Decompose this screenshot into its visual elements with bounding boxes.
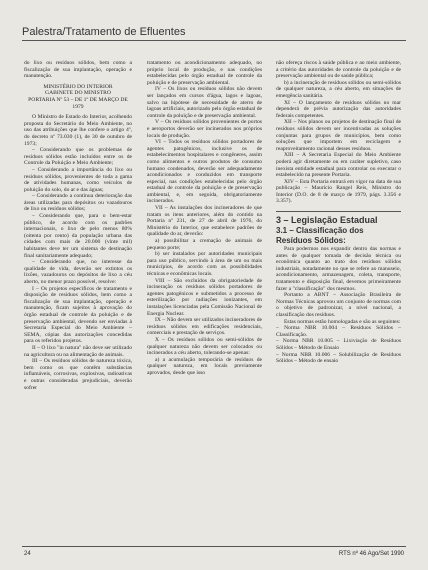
paragraph: XI – O lançamento de resíduos sólidos no mar dependerá de prévia autorização das autoridades federais competentes. bbox=[276, 99, 401, 119]
paragraph: a) a acumulação temporária de resíduos de qualquer natureza, em locais previamente aprovados, desde que isso bbox=[147, 356, 262, 376]
ordinance-heading: PORTARIA Nº 53 – DE 1º DE MARÇO DE 1979 bbox=[28, 96, 128, 110]
paragraph: não ofereça riscos à saúde pública e ao meio ambiente, a critério das autoridades de controle da poluição e de preservação ambiental ou de saúde pública; bbox=[276, 60, 401, 80]
paragraph: – Considerando que, no interesse da qualidade de vida, deverão ser extintos os lixões, vazadouros ou depósitos de lixo a céu aberto, no menor prazo possível, resolve: bbox=[24, 259, 132, 285]
cabinet-heading: GABINETE DO MINISTRO bbox=[45, 90, 111, 97]
footer-rule bbox=[22, 546, 406, 547]
column-3 bbox=[276, 60, 401, 365]
paragraph: III – Os resíduos sólidos de natureza tóxica, bem como os que contêm substâncias inflamáveis, corrosivas, explosivas, radioativas e outras consideradas prejudiciais, deverão sofrer bbox=[24, 358, 132, 391]
section-rule bbox=[276, 211, 401, 212]
journal-issue: RTS nº 46 Ago/Set 1990 bbox=[338, 551, 404, 557]
paragraph: Estas normas estão homologadas e são as seguintes: bbox=[284, 318, 401, 325]
paragraph: II – O lixo "in natura" não deve ser utilizado na agricultura ou na alimentação de animais. bbox=[24, 344, 132, 358]
norm-item: – Norma NBR 10.004 – Resíduos Sólidos – Classificação. bbox=[276, 325, 401, 338]
paragraph: – Considerando a contínua deterioração das áreas utilizadas para depósitos ou vazadouros de lixo ou resíduos sólidos; bbox=[24, 193, 132, 213]
paragraph: XIV – Esta Portaria entrará em vigor na data de sua publicação – Maurício Rangel Reis, Ministro do Interior (D.O. de 8 de março de 1979, págs. 3.356 e 3.357). bbox=[276, 178, 401, 205]
paragraph: a) possibilitar a cremação de animais de pequeno porte; bbox=[147, 238, 262, 251]
paragraph: b) ser instalados por autoridades municipais para uso público, servindo à área de um ou mais municípios, de acordo com as possibilidades técnicas e econômicas locais. bbox=[147, 251, 262, 277]
paragraph: Para podermos nos expandir dentro das normas e antes de qualquer tomada de decisão técnica ou econômica quanto ao trato dos resíduos sólidos industriais, notadamente no que se refere ao manuseio, acondicionamento, armazenagem, coleta, transporte, tratamento e disposição final, devemos primeiramente fazer a "classificação" dos mesmos. bbox=[276, 246, 401, 292]
paragraph: IX – Não devem ser utilizados incineradores de resíduos sólidos em edificações residenciais, comerciais e prestação de serviços. bbox=[147, 317, 262, 337]
header-title: Palestra/Tratamento de Efluentes bbox=[22, 26, 186, 38]
paragraph: VI – Todos os resíduos sólidos portadores de agentes patogênicos, inclusive os de estabelecimentos hospitalares e congêneres, assim como alimentos e outros produtos de consumo humano condenados, deverão ser adequadamente acondicionados e conduzidos em transporte especial, nas condições estabelecidas pelo órgão estadual de controle da poluição e de preservação ambiental, e, em seguida, obrigatoriamente incinerados. bbox=[147, 139, 262, 205]
paragraph: O Ministro de Estado do Interior, acolhendo proposta do Secretário do Meio Ambiente, no uso das atribuições que lhe confere o artigo 4º, do decreto nº 73.030 (1), de 30 de outubro de 1973; bbox=[24, 114, 132, 147]
paragraph: VII – As instalações dos incineradores de que tratam os itens anteriores, além do contido na Portaria nº 231, de 27 de abril de 1976, do Ministério do Interior, que estabelece padrões de qualidade do ar, deverão: bbox=[147, 205, 262, 238]
paragraph: VIII – São excluídos da obrigatoriedade de incineração os resíduos sólidos portadores de agentes patogênicos e submetidos a processo de esterilização por radiações ionizantes, em instalações licenciadas pela Comissão Nacional de Energia Nuclear. bbox=[147, 277, 262, 317]
paragraph: do lixo ou resíduos sólidos, bem como a fiscalização de sua implantação, operação e manutenção. bbox=[24, 60, 132, 80]
page-number: 24 bbox=[24, 551, 31, 557]
paragraph: Portanto a ABNT – Associação Brasileira de Normas Técnicas aprovou um conjunto de normas com o objetivo de padronizar, a nível nacional, a classificação dos resíduos. bbox=[276, 292, 401, 318]
section-title: 3 – Legislação Estadual bbox=[276, 215, 378, 226]
subsection-title: 3.1 – Classificação dos Resíduos Sólidos: bbox=[276, 226, 364, 246]
paragraph: X – Os resíduos sólidos ou semi-sólidos de qualquer natureza não devem ser colocados ou incinerados a céu aberto, tolerando-se apenas: bbox=[147, 336, 262, 357]
ministry-heading: MINISTÉRIO DO INTERIOR bbox=[43, 83, 113, 90]
column-2 bbox=[147, 60, 262, 377]
norm-item: – Norma NBR 10.005 – Lixiviação de Resíduos Sólidos – Método de Ensaio bbox=[276, 338, 401, 351]
paragraph: XII – Nos planos ou projetos de destinação final de resíduos sólidos devem ser incentivadas as soluções conjuntas para grupos de municípios, bem como soluções que importem em reciclagem e reaproveitamento racional desses resíduos. bbox=[276, 119, 401, 152]
paragraph: b) a incineração de resíduos sólidos ou semi-sólidos de qualquer natureza, a céu aberto, em situações de emergência sanitária. bbox=[276, 79, 401, 99]
norm-item: – Norma NBR 10.006 – Solubilização de Resíduos Sólidos – Método de ensaio bbox=[276, 351, 401, 365]
paragraph: tratamento ou acondicionamento adequado, no próprio local de produção, e nas condições estabelecidas pelo órgão estadual de controle da poluição e de preservação ambiental. bbox=[147, 60, 262, 86]
paragraph: – Considerando que, para o bem-estar público, de acordo com os padrões internacionais, o lixo de pelo menos 80% (oitenta por cento) da população urbana das cidades com mais de 20.000 (vinte mil) habitantes deve ter um sistema de destinação final sanitariamente adequado; bbox=[24, 213, 132, 259]
column-1 bbox=[24, 60, 132, 391]
paragraph: – Considerando a importância do lixo ou resíduos sólidos, provenientes de toda a gama de atividades humanas, como veículos de poluição do solo, do ar e das águas; bbox=[24, 166, 132, 193]
paragraph: IV – Os lixos ou resíduos sólidos não devem ser lançados em cursos d'água, lagos e lagoas, salvo na hipótese de necessidade de aterro de lagoas artificiais, autorizado pelo órgão estadual de controle da poluição e de preservação ambiental. bbox=[147, 86, 262, 119]
paragraph: I – Os projetos específicos de tratamento e disposição de resíduos sólidos, bem como a fiscalização de sua implantação, operação e manutenção, ficam sujeitos à aprovação do órgão estadual de controle da poluição e de preservação ambiental, devendo ser enviadas à Secretaria Especial do Meio Ambiente – SEMA, cópias das autorizações concedidas para os referidos projetos. bbox=[24, 285, 132, 345]
paragraph: V – Os resíduos sólidos provenientes de portos e aeroportos deverão ser incinerados nos próprios locais de produção. bbox=[147, 119, 262, 139]
paragraph: – Considerando que os problemas de resíduos sólidos estão incluídos entre os de Controle da Poluição e Meio Ambiente; bbox=[24, 147, 132, 167]
paragraph: XIII – A Secretaria Especial do Meio Ambiente poderá agir diretamente ou em caráter supletivo, caso inexista entidade estadual para controlar ou executar o estabelecido na presente Portaria. bbox=[276, 152, 401, 179]
header-rule bbox=[22, 40, 406, 41]
